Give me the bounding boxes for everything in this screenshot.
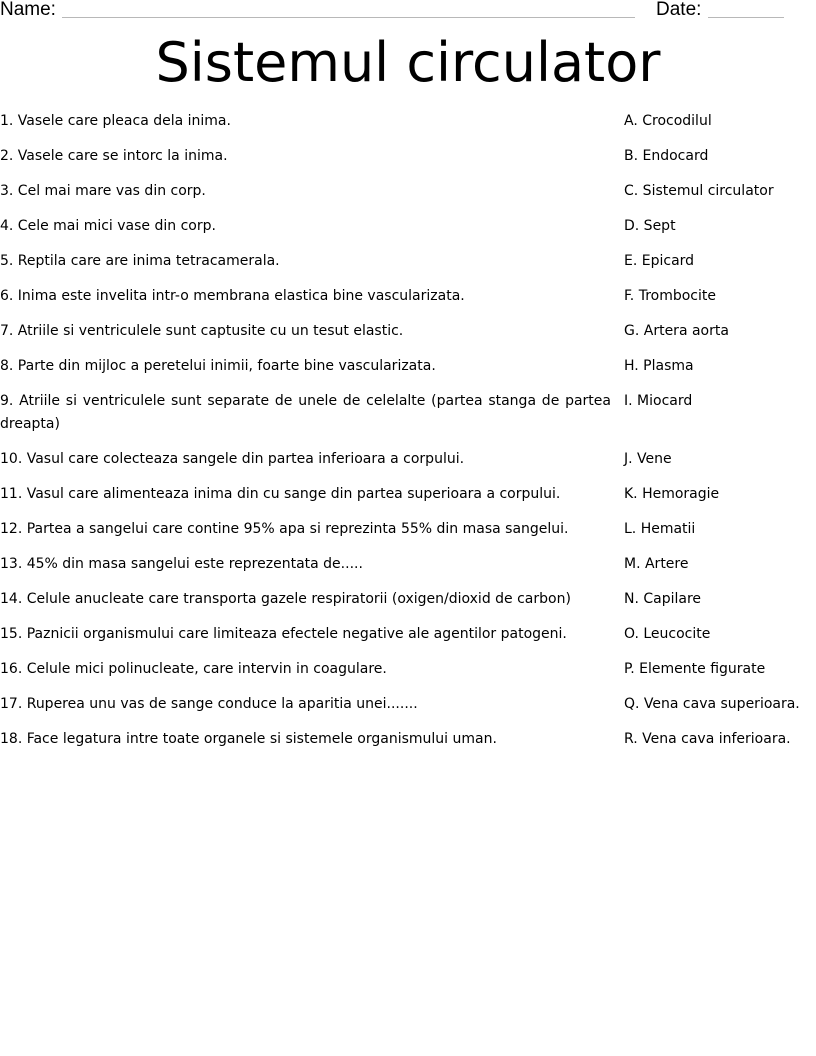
matching-row xyxy=(0,693,816,716)
date-blank-line xyxy=(708,17,784,18)
answer-option: Q. Vena cava superioara. xyxy=(624,696,800,712)
answer-option: N. Capilare xyxy=(624,591,702,607)
answer-option: O. Leucocite xyxy=(624,626,711,642)
answer-option: E. Epicard xyxy=(624,253,695,269)
clue-text: 17. Ruperea unu vas de sange conduce la aparitia unei....... xyxy=(0,696,418,712)
matching-row xyxy=(0,110,816,133)
name-blank-line xyxy=(62,17,635,18)
matching-row xyxy=(0,588,816,611)
clue-text: 11. Vasul care alimenteaza inima din cu sange din partea superioara a corpului. xyxy=(0,486,561,502)
matching-list xyxy=(0,110,816,763)
matching-row xyxy=(0,518,816,541)
clue-text: 18. Face legatura intre toate organele si sistemele organismului uman. xyxy=(0,731,497,747)
clue-text: 5. Reptila care are inima tetracamerala. xyxy=(0,253,280,269)
page-title: Sistemul circulator xyxy=(155,31,661,94)
clue-text: 7. Atriile si ventriculele sunt captusite cu un tesut elastic. xyxy=(0,323,404,339)
matching-row xyxy=(0,250,816,273)
matching-row xyxy=(0,180,816,203)
answer-option: G. Artera aorta xyxy=(624,323,729,339)
matching-row xyxy=(0,448,816,471)
matching-row xyxy=(0,728,816,751)
answer-option: K. Hemoragie xyxy=(624,486,720,502)
matching-row xyxy=(0,623,816,646)
answer-option: D. Sept xyxy=(624,218,676,234)
matching-row xyxy=(0,215,816,238)
answer-option: R. Vena cava inferioara. xyxy=(624,731,791,747)
matching-row xyxy=(0,285,816,308)
answer-option: L. Hematii xyxy=(624,521,696,537)
clue-text: 14. Celule anucleate care transporta gazele respiratorii (oxigen/dioxid de carbon) xyxy=(0,591,571,607)
date-label: Date: xyxy=(656,0,702,20)
answer-option: C. Sistemul circulator xyxy=(624,183,774,199)
answer-option: A. Crocodilul xyxy=(624,113,712,129)
clue-text: 9. Atriile si ventriculele sunt separate de unele de celelalte (partea stanga de partea dreapta) xyxy=(0,393,611,432)
clue-text: 1. Vasele care pleaca dela inima. xyxy=(0,113,231,129)
answer-option: B. Endocard xyxy=(624,148,709,164)
answer-option: J. Vene xyxy=(624,451,672,467)
clue-text: 12. Partea a sangelui care contine 95% apa si reprezinta 55% din masa sangelui. xyxy=(0,521,569,537)
clue-text: 16. Celule mici polinucleate, care intervin in coagulare. xyxy=(0,661,387,677)
matching-row xyxy=(0,658,816,681)
answer-option: F. Trombocite xyxy=(624,288,716,304)
answer-option: M. Artere xyxy=(624,556,689,572)
matching-row xyxy=(0,320,816,343)
answer-option: P. Elemente figurate xyxy=(624,661,766,677)
clue-text: 4. Cele mai mici vase din corp. xyxy=(0,218,216,234)
clue-text: 6. Inima este invelita intr-o membrana elastica bine vascularizata. xyxy=(0,288,465,304)
matching-row xyxy=(0,145,816,168)
answer-option: I. Miocard xyxy=(624,393,693,409)
matching-row xyxy=(0,553,816,576)
clue-text: 10. Vasul care colecteaza sangele din partea inferioara a corpului. xyxy=(0,451,465,467)
name-label: Name: xyxy=(0,0,56,20)
clue-text: 15. Paznicii organismului care limiteaza efectele negative ale agentilor patogeni. xyxy=(0,626,567,642)
clue-text: 2. Vasele care se intorc la inima. xyxy=(0,148,228,164)
matching-row xyxy=(0,355,816,378)
clue-text: 8. Parte din mijloc a peretelui inimii, foarte bine vascularizata. xyxy=(0,358,436,374)
matching-row xyxy=(0,390,816,436)
header-line xyxy=(0,0,816,22)
answer-option: H. Plasma xyxy=(624,358,694,374)
clue-text: 13. 45% din masa sangelui este reprezentata de..... xyxy=(0,556,363,572)
clue-text: 3. Cel mai mare vas din corp. xyxy=(0,183,206,199)
matching-row xyxy=(0,483,816,506)
